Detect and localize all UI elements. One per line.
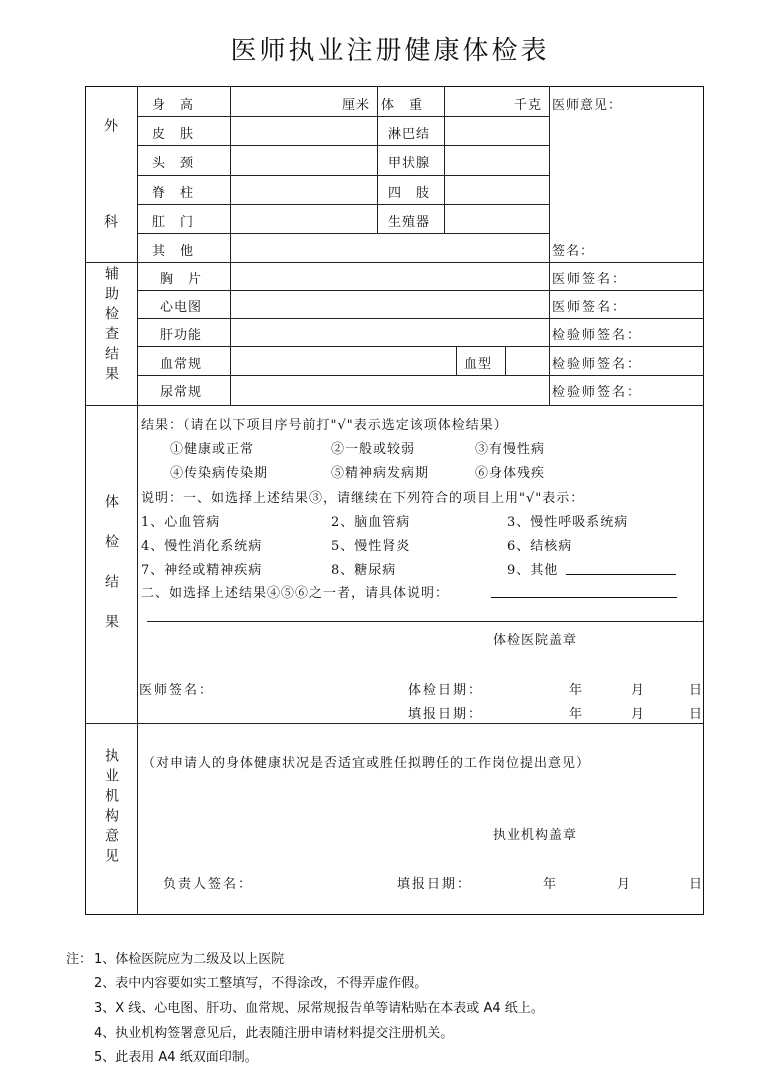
- note-1: 1、体检医院应为二级及以上医院: [94, 952, 285, 967]
- chest-label: 胸 片: [160, 272, 203, 287]
- surgery-label-bottom: 科: [102, 214, 118, 238]
- disease-6[interactable]: 6、结核病: [507, 539, 573, 554]
- note-3: 3、X 线、心电图、肝功、血常规、尿常规报告单等请粘贴在本表或 A4 纸上。: [94, 1001, 544, 1016]
- disease-3[interactable]: 3、慢性呼吸系统病: [507, 515, 629, 530]
- disease-5[interactable]: 5、慢性肾炎: [331, 539, 411, 554]
- urine-label: 尿常规: [160, 385, 203, 400]
- surgery-label-top: 外: [102, 118, 118, 142]
- result-option-3[interactable]: ③有慢性病: [475, 442, 546, 457]
- disease-9[interactable]: 9、其他: [507, 563, 559, 578]
- height-label: 身 高: [152, 98, 195, 113]
- disease-1[interactable]: 1、心血管病: [141, 515, 221, 530]
- fill-date-year: 年: [569, 707, 584, 722]
- result-option-6[interactable]: ⑥身体残疾: [475, 466, 546, 481]
- other-label: 其 他: [152, 244, 195, 259]
- note-2: 2、表中内容要如实工整填写，不得涂改，不得弄虚作假。: [94, 976, 428, 991]
- blood-type-label: 血型: [464, 357, 493, 372]
- institution-stamp-label: 执业机构盖章: [493, 828, 578, 843]
- blood-lab-sig: 检验师签名：: [552, 357, 643, 372]
- disease-7[interactable]: 7、神经或精神疾病: [141, 563, 263, 578]
- exam-date-day: 日: [689, 683, 704, 698]
- hospital-stamp-label: 体检医院盖章: [493, 633, 578, 648]
- head-signature-label: 负责人签名：: [163, 877, 254, 892]
- institution-day: 日: [689, 877, 704, 892]
- anus-label: 肛 门: [152, 215, 195, 230]
- doctor-opinion-label: 医师意见：: [552, 98, 623, 113]
- result-option-1[interactable]: ①健康或正常: [170, 442, 255, 457]
- other-disease-blank[interactable]: [566, 574, 676, 575]
- exam-date-month: 月: [631, 683, 646, 698]
- notes-prefix: 注：: [66, 952, 93, 967]
- disease-2[interactable]: 2、脑血管病: [331, 515, 411, 530]
- thyroid-label: 甲状腺: [388, 156, 431, 171]
- result-option-4[interactable]: ④传染病传染期: [170, 466, 269, 481]
- note-4: 4、执业机构签署意见后，此表随注册申请材料提交注册机关。: [94, 1026, 454, 1041]
- result-option-5[interactable]: ⑤精神病发病期: [331, 466, 430, 481]
- skin-label: 皮 肤: [152, 127, 195, 142]
- fill-date-day: 日: [689, 707, 704, 722]
- genital-label: 生殖器: [388, 215, 431, 230]
- disease-4[interactable]: 4、慢性消化系统病: [141, 539, 263, 554]
- institution-year: 年: [543, 877, 558, 892]
- lymph-label: 淋巴结: [388, 127, 431, 142]
- weight-label: 体 重: [381, 98, 424, 113]
- result-intro: 结果：（请在以下项目序号前打"√"表示选定该项体检结果）: [141, 418, 508, 433]
- exam-date-label: 体检日期：: [408, 683, 484, 698]
- result-doctor-sig: 医师签名：: [139, 683, 215, 698]
- result-note-1: 说明：一、如选择上述结果③，请继续在下列符合的项目上用"√"表示：: [141, 491, 585, 506]
- auxiliary-label: 辅助检查结果: [103, 266, 119, 386]
- urine-lab-sig: 检验师签名：: [552, 385, 643, 400]
- note-5: 5、此表用 A4 纸双面印制。: [94, 1050, 258, 1065]
- spine-label: 脊 柱: [152, 186, 195, 201]
- institution-month: 月: [617, 877, 632, 892]
- institution-label: 执业机构意见: [103, 748, 119, 868]
- result-option-2[interactable]: ②一般或较弱: [331, 442, 416, 457]
- weight-unit: 千克: [514, 98, 543, 113]
- fill-date-month: 月: [631, 707, 646, 722]
- institution-hint: （对申请人的身体健康状况是否适宜或胜任拟聘任的工作岗位提出意见）: [142, 756, 591, 771]
- result-label: 体 检 结 果: [103, 494, 119, 634]
- institution-fill-date-label: 填报日期：: [397, 877, 473, 892]
- ecg-doctor-sig: 医师签名：: [552, 300, 628, 315]
- blood-label: 血常规: [160, 357, 203, 372]
- exam-date-year: 年: [569, 683, 584, 698]
- limbs-label: 四 肢: [388, 186, 431, 201]
- result-note-2: 二、如选择上述结果④⑤⑥之一者，请具体说明：: [141, 586, 450, 601]
- chest-doctor-sig: 医师签名：: [552, 272, 628, 287]
- surgery-signature-label: 签名：: [552, 244, 595, 259]
- disease-8[interactable]: 8、糖尿病: [331, 563, 397, 578]
- liver-lab-sig: 检验师签名：: [552, 328, 643, 343]
- explanation-blank[interactable]: [491, 597, 677, 598]
- liver-label: 肝功能: [160, 328, 203, 343]
- result-fill-date-label: 填报日期：: [408, 707, 484, 722]
- head-neck-label: 头 颈: [152, 156, 195, 171]
- height-unit: 厘米: [342, 98, 371, 113]
- page-title: 医师执业注册健康体检表: [230, 36, 550, 66]
- ecg-label: 心电图: [160, 300, 203, 315]
